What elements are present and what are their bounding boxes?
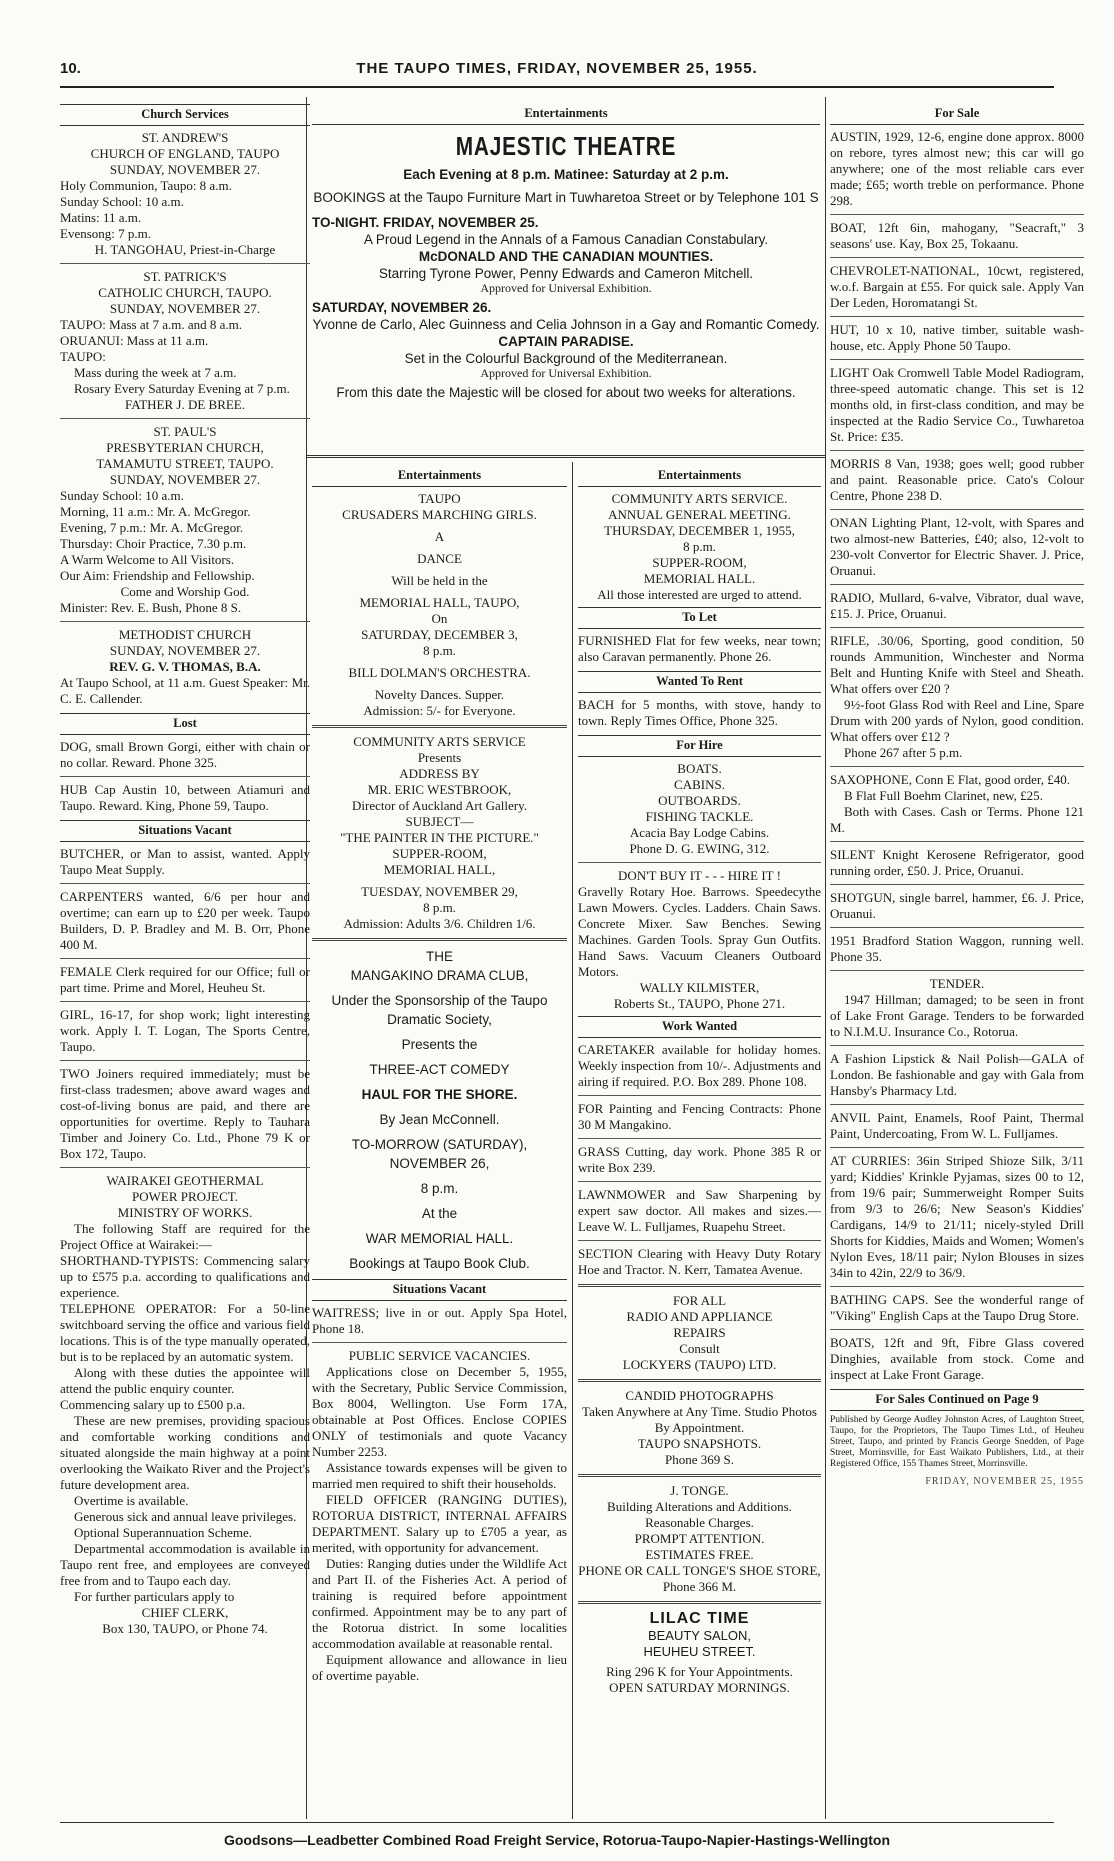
classified-ad: SECTION Clearing with Heavy Duty Rotary Hoe and Tractor. N. Kerr, Tamatea Avenue. (578, 1246, 821, 1277)
radio-repairs-ad: FOR ALL RADIO AND APPLIANCE REPAIRS Consult LOCKYERS (TAUPO) LTD. (622, 1293, 777, 1372)
bottom-rule (60, 1822, 1054, 1823)
column-rule (825, 97, 826, 1819)
entertainments-heading: Entertainments (312, 466, 567, 487)
forhire-heading: For Hire (578, 735, 821, 757)
psv-title: PUBLIC SERVICE VACANCIES. (348, 1348, 531, 1363)
column-mid-left: Entertainments TAUPO CRUSADERS MARCHING GIRLS. A DANCE Will be held in the MEMORIAL HALL, TAUPO, On SATURDAY, DECEMBER 3, 8 p.m. BILL DOLMAN'S ORCHESTRA. Novelty Dances. Supper. Admission: 5/- for Everyone. COMMUNITY ARTS SERVICE Presents ADDRESS BY MR. ERIC WESTBROOK, Director of Auckland Art Gallery. SUBJECT— "THE PAINTER IN THE PICTURE." SUPPER-ROOM, MEMORIAL HALL, TUESDAY, NOVEMBER 29, 8 p.m. Admission: Adults 3/6. Children 1/6. THE MANGAKINO DRAMA CLUB, Under the Sponsorship of the Taupo Dramatic Society, Presents the THREE-ACT COMEDY HAUL FOR THE SHORE. By Jean McConnell. TO-MORROW (SATURDAY), NOVEMBER 26, 8 p.m. At the WAR MEMORIAL HALL. Bookings at Taupo Book Club. Situations Vacant WAITRESS; live in or out. Apply Spa Hotel, Phone 18. PUBLIC SERVICE VACANCIES. Applications close on December 5, 1955, with the Secretary, Public Service Commission, Box 8004, Wellington. Use Form 17A, obtainable at Post Offices. Enclose COPIES ONLY of testimonials and quote Vacancy Number 2253. Assistance towards expenses will be given to married men required to shift their households. FIELD OFFICER (RANGING DUTIES), ROTORUA DISTRICT, INTERNAL AFFAIRS DEPARTMENT. Salary up to £705 a year, as merited, with opportunity for advancement. Duties: Ranging duties under the Wildlife Act and Part II. of the Fisheries Act. A period of training is required before appointment confirmed. Appointment may be to any part of the Rotorua district. In some localities accommodation available at reasonable rental. Equipment allowance and allowance in lieu of overtime payable. (312, 468, 567, 1683)
publisher-imprint: Published by George Audley Johnston Acres, of Laughton Street, Taupo, for the Proprietors, The Taupo Times Ltd., of Heuheu Street, Taupo, and printed by Francis George Snedden, of Page Street, Morrinsville, for East Waikato Publishers, Ltd., at their Registered Office, 155 Thames Street, Morrinsville. (830, 1415, 1084, 1469)
column-mid-right (578, 466, 821, 1696)
classified-ad: TWO Joiners required immediately; must be first-class tradesmen; above award wages and cost-of-living bonus are paid, and there are opportunities for overtime. Reply to Tauhara Timber and Joinery Co. Ltd., Phone 79 K or Box 172, Taupo. (60, 1066, 310, 1161)
stpatricks-block: ST. PATRICK'S CATHOLIC CHURCH, TAUPO. SUNDAY, NOVEMBER 27. (98, 269, 272, 316)
sale-ad: SHOTGUN, single barrel, hammer, £6. J. Price, Oruanui. (830, 890, 1084, 921)
sale-ad: SILENT Knight Kerosene Refrigerator, good running order, £50. J. Price, Oruanui. (830, 847, 1084, 878)
tonge-ad: J. TONGE. Building Alterations and Additions. Reasonable Charges. PROMPT ATTENTION. ESTIMATES FREE. PHONE OR CALL TONGE'S SHOE STORE, Phone 366 M. (578, 1483, 821, 1594)
arts-address-ad: COMMUNITY ARTS SERVICE Presents ADDRESS BY MR. ERIC WESTBROOK, Director of Auckland Art Gallery. SUBJECT— "THE PAINTER IN THE PICTURE." SUPPER-ROOM, MEMORIAL HALL, TUESDAY, NOVEMBER 29, 8 p.m. Admission: Adults 3/6. Children 1/6. (340, 734, 539, 931)
lost-ad: DOG, small Brown Gorgi, either with chain or no collar. Reward. Phone 325. (60, 739, 310, 770)
majestic-ad: Entertainments MAJESTIC THEATRE Each Evening at 8 p.m. Matinee: Saturday at 2 p.m. BOOKINGS at the Taupo Furniture Mart in Tuwharetoa Street or by Telephone 101 S TO-NIGHT. FRIDAY, NOVEMBER 25. A Proud Legend in the Annals of a Famous Canadian Constabulary. McDONALD AND THE CANADIAN MOUNTIES. Starring Tyrone Power, Penny Edwards and Cameron Mitchell. Approved for Universal Exhibition. SATURDAY, NOVEMBER 26. Yvonne de Carlo, Alec Guinness and Celia Johnson in a Gay and Romantic Comedy. CAPTAIN PARADISE. Set in the Colourful Background of the Mediterranean. Approved for Universal Exhibition. From this date the Majestic will be closed for about two weeks for alterations. (312, 106, 820, 400)
classified-ad: GIRL, 16-17, for shop work; light interesting work. Apply I. T. Logan, The Sports Centre, Taupo. (60, 1007, 310, 1054)
sale-ad: BOAT, 12ft 6in, mahogany, "Seacraft," 3 seasons' use. Kay, Box 25, Tokaanu. (830, 220, 1084, 251)
classified-ad: BACH for 5 months, with stove, handy to town. Reply Times Office, Phone 325. (578, 697, 821, 728)
continued-notice: For Sales Continued on Page 9 (830, 1389, 1084, 1411)
lost-ad: HUB Cap Austin 10, between Atiamuri and Taupo. Reward. King, Phone 59, Taupo. (60, 782, 310, 813)
stpauls-block: ST. PAUL'S PRESBYTERIAN CHURCH, TAMAMUTU STREET, TAUPO. SUNDAY, NOVEMBER 27. (96, 424, 274, 487)
majestic-title: MAJESTIC THEATRE (455, 131, 677, 161)
footer-banner: Goodsons—Leadbetter Combined Road Freight Service, Rotorua-Taupo-Napier-Hastings-Wellington (223, 1832, 891, 1848)
classified-ad: BUTCHER, or Man to assist, wanted. Apply Taupo Meat Supply. (60, 846, 310, 877)
sale-ad: 9½-foot Glass Rod with Reel and Line, Spare Drum with 200 yards of Nylon, good condition. What offers over £12 ? (830, 697, 1084, 744)
sale-ad: A Fashion Lipstick & Nail Polish—GALA of London. Be fashionable and gay with Gala from Hansby's Pharmacy Ltd. (830, 1051, 1084, 1098)
classified-ad: FURNISHED Flat for few weeks, near town; also Caravan permanently. Phone 26. (578, 633, 821, 664)
sale-ad: RADIO, Mullard, 6-valve, Vibrator, dual wave, £15. J. Price, Oruanui. (830, 590, 1084, 621)
classified-ad: FEMALE Clerk required for our Office; full or part time. Prime and Morel, Heuheu St. (60, 964, 310, 995)
column-left: Church Services ST. ANDREW'S CHURCH OF ENGLAND, TAUPO SUNDAY, NOVEMBER 27. Holy Communion, Taupo: 8 a.m. Sunday School: 10 a.m. Matins: 11 a.m. Evensong: 7 p.m. H. TANGOHAU, Priest-in-Charge ST. PATRICK'S CATHOLIC CHURCH, TAUPO. SUNDAY, NOVEMBER 27. TAUPO: Mass at 7 a.m. and 8 a.m. ORUANUI: Mass at 11 a.m. TAUPO: Mass during the week at 7 a.m. Rosary Every Saturday Evening at 7 p.m. FATHER J. DE BREE. ST. PAUL'S PRESBYTERIAN CHURCH, TAMAMUTU STREET, TAUPO. SUNDAY, NOVEMBER 27. Sunday School: 10 a.m. Morning, 11 a.m.: Mr. A. McGregor. Evening, 7 p.m.: Mr. A. McGregor. Thursday: Choir Practice, 7.30 p.m. A Warm Welcome to All Visitors. Our Aim: Friendship and Fellowship. Come and Worship God. Minister: Rev. E. Bush, Phone 8 S. METHODIST CHURCH SUNDAY, NOVEMBER 27. REV. G. V. THOMAS, B.A. At Taupo School, at 11 a.m. Guest Speaker: Mr. C. E. Callender. Lost DOG, small Brown Gorgi, either with chain or no collar. Reward. Phone 325. HUB Cap Austin 10, between Atiamuri and Taupo. Reward. King, Phone 59, Taupo. Situations Vacant BUTCHER, or Man to assist, wanted. Apply Taupo Meat Supply. CARPENTERS wanted, 6/6 per hour and overtime; can earn up to £20 per week. Taupo Builders, D. P. Bradley and M. B. Orr, Phone 400 M. FEMALE Clerk required for our Office; full or part time. Prime and Morel, Heuheu St. GIRL, 16-17, for shop work; light interesting work. Apply I. T. Logan, The Sports Centre, Taupo. TWO Joiners required immediately; must be first-class tradesmen; above award wages and cost-of-living bonus are paid, and there are opportunities for overtime. Reply to Tauhara Timber and Joinery Co. Ltd., Phone 79 K or Box 172, Taupo. WAIRAKEI GEOTHERMAL POWER PROJECT. MINISTRY OF WORKS. The following Staff are required for the Project Office at Wairakei:— SHORTHAND-TYPISTS: Commencing salary up to £575 p.a. according to qualifications and experience. TELEPHONE OPERATOR: For a 50-line switchboard serving the office and various field locations. This is of the type manually operated, but is to be replaced by an automatic system. Along with these duties the appointee will attend the public enquiry counter. Commencing salary up to £500 p.a. These are new premises, providing spacious and comfortable working conditions and situated alongside the main highway at a point overlooking the Waikato River and the Project's future development area. Overtime is available. Generous sick and annual leave privileges. Optional Superannuation Scheme. Departmental accommodation is available in Taupo rent free, and employees are conveyed free from and to Taupo each day. For further particulars apply to CHIEF CLERK, Box 130, TAUPO, or Phone 74. (60, 104, 310, 1637)
sale-ad: LIGHT Oak Cromwell Table Model Radiogram, three-speed automatic change. This set is 12 months old, in first-class condition, and may be inspected at the Radio Service Co., Tuwharetoa St. Price: £35. (830, 365, 1084, 444)
sale-ad: HUT, 10 x 10, native timber, suitable wash-house, etc. Apply Phone 50 Taupo. (830, 322, 1084, 353)
sale-ad: CHEVROLET-NATIONAL, 10cwt, registered, w.o.f. Bargain at £55. For quick sale. Apply Van Der Leden, Horomatangi St. (830, 263, 1084, 310)
sale-ad: BATHING CAPS. See the wonderful range of "Viking" English Caps at the Taupo Drug Store. (830, 1292, 1084, 1323)
standrews-block: ST. ANDREW'S CHURCH OF ENGLAND, TAUPO SUNDAY, NOVEMBER 27. (90, 130, 280, 177)
section-rule (306, 455, 825, 458)
candid-photos-ad: CANDID PHOTOGRAPHS Taken Anywhere at Any Time. Studio Photos By Appointment. TAUPO SNAPSHOTS. Phone 369 S. (582, 1388, 817, 1467)
entertainments-heading: Entertainments (312, 104, 820, 125)
tender-ad: 1947 Hillman; damaged; to be seen in front of Lake Front Garage. Tenders to be forwarded to N.I.M.U. Insurance Co., Rotorua. (830, 992, 1084, 1039)
classified-ad: WAITRESS; live in or out. Apply Spa Hotel, Phone 18. (312, 1305, 567, 1336)
work-wanted-heading: Work Wanted (578, 1016, 821, 1038)
top-rule (60, 86, 1054, 88)
classified-ad: CARETAKER available for holiday homes. Weekly inspection from 10/-. Adjustments and airing if required. P.O. Box 289. Phone 108. (578, 1042, 821, 1089)
lilac-time-ad: LILAC TIME BEAUTY SALON, HEUHEU STREET. Ring 296 K for Your Appointments. OPEN SATURDAY MORNINGS. (606, 1610, 793, 1695)
tolet-heading: To Let (578, 607, 821, 629)
classified-ad: GRASS Cutting, day work. Phone 385 R or write Box 239. (578, 1144, 821, 1175)
situations-heading: Situations Vacant (60, 820, 310, 842)
dance-ad: TAUPO CRUSADERS MARCHING GIRLS. A DANCE Will be held in the MEMORIAL HALL, TAUPO, On SATURDAY, DECEMBER 3, 8 p.m. BILL DOLMAN'S ORCHESTRA. Novelty Dances. Supper. Admission: 5/- for Everyone. (342, 491, 537, 718)
classified-ad: FOR Painting and Fencing Contracts: Phone 30 M Mangakino. (578, 1101, 821, 1132)
sale-ad: SAXOPHONE, Conn E Flat, good order, £40. (830, 772, 1070, 787)
sale-ad: MORRIS 8 Van, 1938; goes well; good rubber and paint. Reasonable price. Cato's Colour Centre, Phone 238 D. (830, 456, 1084, 503)
column-for-sale: For Sale AUSTIN, 1929, 12-6, engine done approx. 8000 on rebore, tyres almost new; this car will go anywhere; one of the most reliable cars ever made; £65; worth treble on performance. Phone 298. BOAT, 12ft 6in, mahogany, "Seacraft," 3 seasons' use. Kay, Box 25, Tokaanu. CHEVROLET-NATIONAL, 10cwt, registered, w.o.f. Bargain at £55. For quick sale. Apply Van Der Leden, Horomatangi St. HUT, 10 x 10, native timber, suitable wash-house, etc. Apply Phone 50 Taupo. LIGHT Oak Cromwell Table Model Radiogram, three-speed automatic change. This set is 12 months old, in first-class condition, and may be inspected at the Radio Service Co., Tuwharetoa St. Price: £35. MORRIS 8 Van, 1938; goes well; good rubber and paint. Reasonable price. Cato's Colour Centre, Phone 238 D. ONAN Lighting Plant, 12-volt, with Spares and two almost-new Batteries, £40; also, 12-volt to 230-volt Convertor for Electric Shaver. J. Price, Oruanui. RADIO, Mullard, 6-valve, Vibrator, dual wave, £15. J. Price, Oruanui. RIFLE, .30/06, Sporting, good condition, 50 rounds Ammunition, Winchester and Norma Belt and Hunting Knife with Steel and Sheath. What offers over £20 ? 9½-foot Glass Rod with Reel and Line, Spare Drum with 200 yards of Nylon, good condition. What offers over £12 ? Phone 267 after 5 p.m. SAXOPHONE, Conn E Flat, good order, £40. B Flat Full Boehm Clarinet, new, £25. Both with Cases. Cash or Terms. Phone 121 M. SILENT Knight Kerosene Refrigerator, good running order, £50. J. Price, Oruanui. SHOTGUN, single barrel, hammer, £6. J. Price, Oruanui. 1951 Bradford Station Waggon, running well. Phone 35. TENDER. 1947 Hillman; damaged; to be seen in front of Lake Front Garage. Tenders to be forwarded to N.I.M.U. Insurance Co., Rotorua. A Fashion Lipstick & Nail Polish—GALA of London. Be fashionable and gay with Gala from Hansby's Pharmacy Ltd. ANVIL Paint, Enamels, Roof Paint, Thermal Paint, Undercoating, From W. L. Fulljames. AT CURRIES: 36in Striped Shioze Silk, 3/11 yard; Kiddies' Krinkle Pyjamas, sizes 00 to 12, from 19/6 pair; Summerweight Romper Suits from 9/3 to 26/6; New Season's Kiddies' Cardigans, 14/9 to 21/11; nicely-styled Drill Shorts for Kiddies, Maids and Women; Women's Nylon Eves, 18/11 pair; Nylon Blouses in sizes 34in to 42in, 22/9 to 36/9. BATHING CAPS. See the wonderful range of "Viking" English Caps at the Taupo Drug Store. BOATS, 12ft and 9ft, Fibre Glass covered Dinghies, available from stock. Come and inspect at Lake Front Garage. For Sales Continued on Page 9 Published by George Audley Johnston Acres, of Laughton Street, Taupo, for the Proprietors, The Taupo Times Ltd., of Heuheu Street, Taupo, and printed by Francis George Snedden, of Page Street, Morrinsville, for East Waikato Publishers, Ltd., at their Registered Office, 155 Thames Street, Morrinsville. FRIDAY, NOVEMBER 25, 1955 (830, 104, 1084, 1490)
wanted-rent-heading: Wanted To Rent (578, 671, 821, 693)
classified-ad: CARPENTERS wanted, 6/6 per hour and overtime; can earn up to £20 per week. Taupo Builders, D. P. Bradley and M. B. Orr, Phone 400 M. (60, 889, 310, 952)
wairakei-title: WAIRAKEI GEOTHERMAL POWER PROJECT. MINISTRY OF WORKS. (106, 1173, 264, 1220)
hire-it-ad: DON'T BUY IT - - - HIRE IT ! Gravelly Rotary Hoe. Barrows. Speedecythe Lawn Mowers. Cycles. Ladders. Chain Saws. Concrete Mixer. Saw Benches. Sewing Machines. Garden Tools. Spray Gun Outfits. Hand Saws. Vacuum Cleaners Outboard Motors. WALLY KILMISTER, Roberts St., TAUPO, Phone 271. (578, 868, 821, 1011)
boats-hire-ad: BOATS. CABINS. OUTBOARDS. FISHING TACKLE. Acacia Bay Lodge Cabins. Phone D. G. EWING, 312. (629, 761, 770, 856)
sale-ad: AT CURRIES: 36in Striped Shioze Silk, 3/11 yard; Kiddies' Krinkle Pyjamas, sizes 00 to 12, from 19/6 pair; Summerweight Romper Suits from 9/3 to 26/6; New Season's Kiddies' Cardigans, 14/9 to 21/11; nicely-styled Drill Shorts for Kiddies, Maids and Women; Women's Nylon Eves, 18/11 pair; Nylon Blouses in sizes 34in to 42in, 22/9 to 36/9. (830, 1153, 1084, 1280)
situations-heading: Situations Vacant (312, 1279, 567, 1301)
column-rule (572, 462, 573, 1819)
methodist-block: METHODIST CHURCH SUNDAY, NOVEMBER 27. REV. G. V. THOMAS, B.A. (109, 627, 261, 674)
drama-club-ad: THE MANGAKINO DRAMA CLUB, Under the Sponsorship of the Taupo Dramatic Society, Presents the THREE-ACT COMEDY HAUL FOR THE SHORE. By Jean McConnell. TO-MORROW (SATURDAY), NOVEMBER 26, 8 p.m. At the WAR MEMORIAL HALL. Bookings at Taupo Book Club. (331, 949, 548, 1271)
sale-ad: ONAN Lighting Plant, 12-volt, with Spares and two almost-new Batteries, £40; also, 12-volt to 230-volt Convertor for Electric Shaver. J. Price, Oruanui. (830, 515, 1084, 578)
agm-ad: COMMUNITY ARTS SERVICE. ANNUAL GENERAL MEETING. THURSDAY, DECEMBER 1, 1955, 8 p.m. SUPPER-ROOM, MEMORIAL HALL. All those interested are urged to attend. (597, 491, 802, 602)
sale-ad: ANVIL Paint, Enamels, Roof Paint, Thermal Paint, Undercoating, From W. L. Fulljames. (830, 1110, 1084, 1141)
sale-ad: RIFLE, .30/06, Sporting, good condition, 50 rounds Ammunition, Winchester and Norma Belt and Hunting Knife with Steel and Sheath. What offers over £20 ? (830, 633, 1084, 696)
date-stamp: FRIDAY, NOVEMBER 25, 1955 (925, 1476, 1084, 1487)
classified-ad: LAWNMOWER and Saw Sharpening by expert saw doctor. All makes and sizes.—Leave W. L. Fulljames, Ruapehu Street. (578, 1187, 821, 1234)
forsale-heading: For Sale (830, 104, 1084, 125)
entertainments-heading: Entertainments (578, 466, 821, 487)
page-number: 10. (60, 60, 81, 77)
sale-ad: AUSTIN, 1929, 12-6, engine done approx. 8000 on rebore, tyres almost new; this car will go anywhere; one of the most reliable cars ever made; £65; worth treble on performance. Phone 298. (830, 129, 1084, 208)
church-heading: Church Services (60, 104, 310, 126)
masthead: THE TAUPO TIMES, FRIDAY, NOVEMBER 25, 1955. (356, 60, 758, 77)
tender-title: TENDER. (929, 976, 985, 991)
lost-heading: Lost (60, 713, 310, 735)
sale-ad: BOATS, 12ft and 9ft, Fibre Glass covered Dinghies, available from stock. Come and inspect at Lake Front Garage. (830, 1335, 1084, 1382)
sale-ad: 1951 Bradford Station Waggon, running well. Phone 35. (830, 933, 1084, 964)
